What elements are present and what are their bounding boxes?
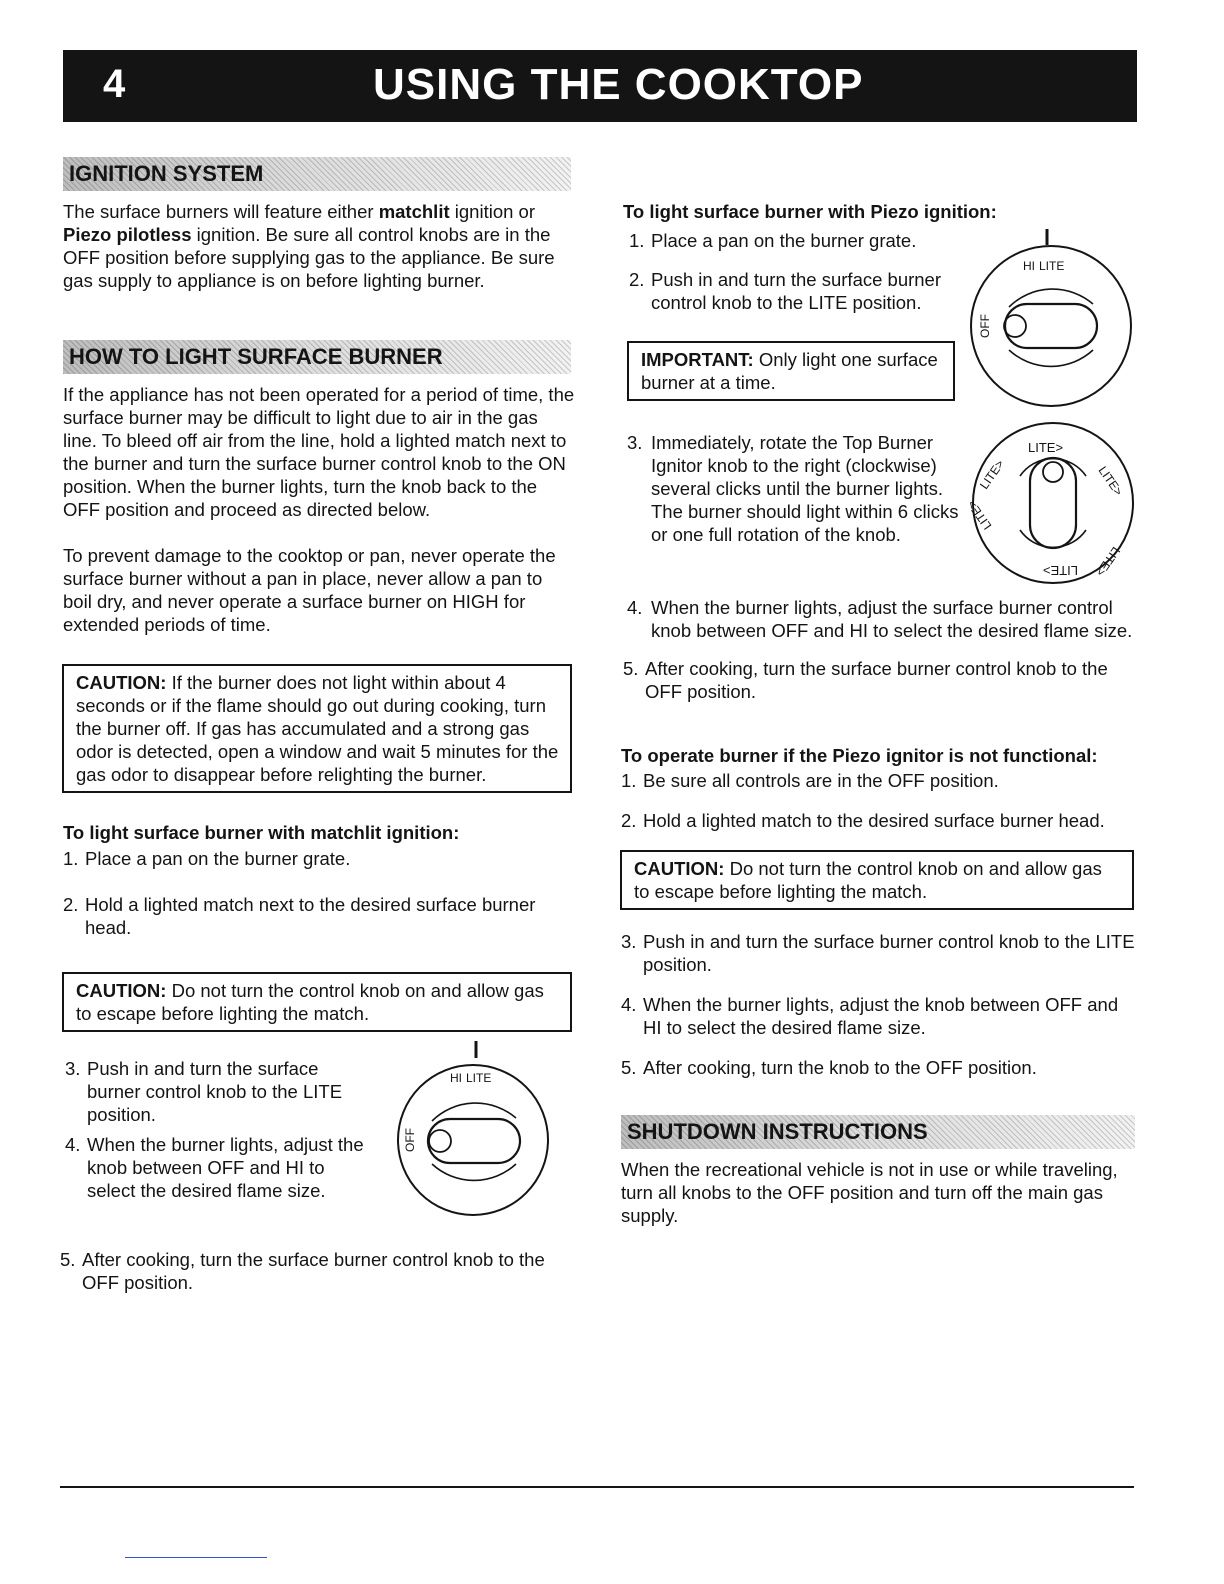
piezo-step-5: 5. After cooking, turn the surface burner control knob to the OFF position. xyxy=(623,658,1108,702)
not-functional-heading: To operate burner if the Piezo ignitor is not functional: xyxy=(621,745,1098,766)
caution-box-1 xyxy=(62,664,572,793)
piezo-step-4: 4. When the burner lights, adjust the surface burner control knob between OFF and HI to select the desired flame size. xyxy=(627,597,1133,641)
caution-box-3 xyxy=(620,850,1134,910)
shutdown-section xyxy=(621,1115,1136,1227)
matchlit-heading: To light surface burner with matchlit ignition: xyxy=(63,822,460,843)
how-to-paragraph-1: If the appliance has not been operated for a period of time, the surface burner may be difficult to light due to air in the gas line. To bleed off air from the line, hold a lighted match next to the burner and turn the surface burner control knob to the ON position. When the burner lights, turn the knob back to the OFF position and proceed as directed below. xyxy=(63,384,575,520)
not-functional-step-4: 4. When the burner lights, adjust the knob between OFF and HI to select the desired flame size. xyxy=(621,994,1119,1038)
ignitor-lite-bottom-label: LITE> xyxy=(1042,563,1078,578)
ignition-heading: IGNITION SYSTEM xyxy=(63,157,571,191)
matchlit-step-5: 5. After cooking, turn the surface burner control knob to the OFF position. xyxy=(60,1249,545,1293)
ignitor-knob-diagram xyxy=(964,418,1138,588)
footer-blue-rule xyxy=(125,1557,267,1558)
piezo-step-3: 3. Immediately, rotate the Top Burner Ignitor knob to the right (clockwise) several clicks until the burner lights. The burner should light within 6 clicks or one full rotation of the knob. xyxy=(627,432,959,545)
ignitor-lite-top-label: LITE> xyxy=(1028,440,1064,455)
knob-hi-label: HI xyxy=(450,1071,462,1085)
caution-text: Do not turn the control knob on and allow gas to escape before lighting the match. xyxy=(634,858,1102,902)
ignitor-lite-lowright-label: LITE> xyxy=(1092,544,1124,579)
not-functional-step-2: 2. Hold a lighted match to the desired surface burner head. xyxy=(621,810,1105,831)
page-number: 4 xyxy=(103,62,126,106)
shutdown-paragraph: When the recreational vehicle is not in use or while traveling, turn all knobs to the OFF position and turn off the main gas supply. xyxy=(621,1159,1118,1226)
piezo-heading: To light surface burner with Piezo ignition: xyxy=(623,201,997,222)
knob-off-label: OFF xyxy=(403,1128,417,1152)
knob-lite-label: LITE xyxy=(466,1071,492,1085)
knob-off-label: OFF xyxy=(978,314,992,338)
not-functional-section xyxy=(621,744,1141,832)
footer-rule xyxy=(60,1486,1134,1488)
knob-hi-label: HI xyxy=(1023,259,1035,273)
knob-lite-label: LITE xyxy=(1039,259,1065,273)
control-knob-diagram-1 xyxy=(380,1040,560,1215)
piezo-step-3-block xyxy=(623,431,963,546)
shutdown-heading: SHUTDOWN INSTRUCTIONS xyxy=(621,1115,1135,1149)
matchlit-step-1: 1. Place a pan on the burner grate. xyxy=(63,848,351,869)
matchlit-steps-3-4 xyxy=(65,1057,375,1202)
not-functional-step-5: 5. After cooking, turn the knob to the OFF position. xyxy=(621,1057,1037,1078)
matchlit-step-2: 2. Hold a lighted match next to the desired surface burner head. xyxy=(63,894,536,938)
not-functional-step-3: 3. Push in and turn the surface burner control knob to the LITE position. xyxy=(621,931,1135,975)
control-knob-diagram-2 xyxy=(963,228,1138,398)
caution-box-2 xyxy=(62,972,572,1032)
caution-label: CAUTION: xyxy=(76,672,167,693)
ignition-section xyxy=(63,157,575,292)
ignitor-lite-right-label: LITE> xyxy=(1095,463,1126,499)
how-to-heading: HOW TO LIGHT SURFACE BURNER xyxy=(63,340,571,374)
page-header xyxy=(63,50,1137,122)
piezo-step-2: 2. Push in and turn the surface burner control knob to the LITE position. xyxy=(629,269,942,313)
page-title: USING THE COOKTOP xyxy=(373,60,864,109)
ignition-paragraph: The surface burners will feature either matchlit ignition or Piezo pilotless ignition. Be sure all control knobs are in the OFF position before supplying gas to the appliance. Be sure gas supply to appliance is on before lighting burner. xyxy=(63,201,555,291)
matchlit-step-3: 3. Push in and turn the surface burner control knob to the LITE position. xyxy=(65,1058,343,1125)
piezo-step-1: 1. Place a pan on the burner grate. xyxy=(629,230,917,251)
caution-text: Do not turn the control knob on and allow gas to escape before lighting the match. xyxy=(76,980,544,1024)
matchlit-section xyxy=(63,821,575,939)
caution-label: CAUTION: xyxy=(76,980,167,1001)
important-box xyxy=(627,341,955,401)
piezo-steps-4-5 xyxy=(623,596,1138,703)
caution-text: If the burner does not light within about 4 seconds or if the flame should go out during cooking, turn the burner off. If gas has accumulated and a strong gas odor is detected, open a window and wait 5 minutes for the gas odor to disappear before relighting the burner. xyxy=(76,672,559,785)
how-to-section xyxy=(63,340,575,636)
important-text: Only light one surface burner at a time. xyxy=(641,349,938,393)
how-to-paragraph-2: To prevent damage to the cooktop or pan, never operate the surface burner without a pan in place, never allow a pan to boil dry, and never operate a surface burner on HIGH for extended periods of time. xyxy=(63,545,556,635)
caution-label: CAUTION: xyxy=(634,858,725,879)
not-functional-steps-3-5 xyxy=(621,930,1141,1079)
matchlit-step-4: 4. When the burner lights, adjust the knob between OFF and HI to select the desired flame size. xyxy=(65,1134,364,1201)
ignitor-lite-lowleft-label: LITE> xyxy=(964,497,995,533)
not-functional-step-1: 1. Be sure all controls are in the OFF position. xyxy=(621,770,999,791)
important-label: IMPORTANT: xyxy=(641,349,754,370)
ignitor-lite-left-label: LITE> xyxy=(976,457,1008,492)
matchlit-step-5-block xyxy=(60,1248,580,1294)
